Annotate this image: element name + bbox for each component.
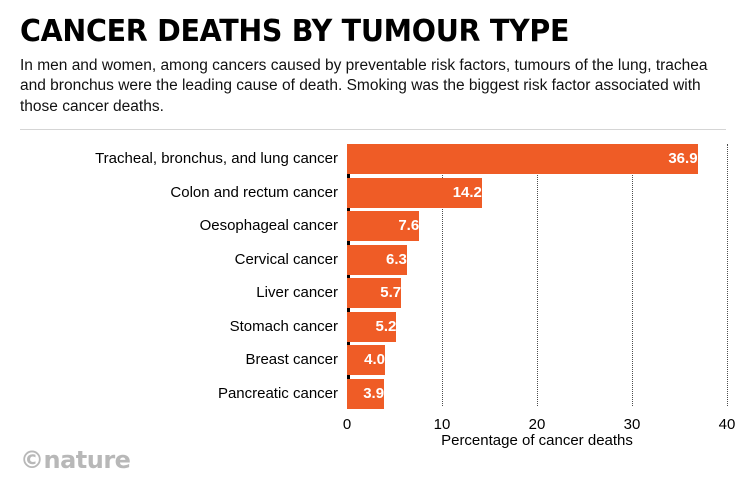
x-tick-label: 10	[433, 416, 451, 434]
bar-row	[256, 278, 727, 308]
category-label: Breast cancer	[245, 351, 338, 369]
header-divider	[20, 129, 726, 130]
bar-value-label: 5.2	[375, 317, 397, 335]
bar-row	[234, 245, 727, 275]
bar-value-label: 14.2	[452, 183, 482, 201]
bar-value-label: 4.0	[364, 351, 385, 369]
category-label: Oesophageal cancer	[199, 217, 338, 235]
category-label: Stomach cancer	[229, 317, 338, 335]
x-tick-label: 40	[718, 416, 736, 434]
nature-logo: ©nature	[20, 446, 131, 474]
bar-row	[199, 211, 727, 241]
bar-value-label: 7.6	[398, 217, 420, 235]
bar-value-label: 36.9	[668, 150, 698, 168]
category-label: Tracheal, bronchus, and lung cancer	[95, 150, 338, 168]
plot-area	[95, 144, 736, 434]
category-label: Liver cancer	[256, 284, 338, 302]
bar-row	[245, 345, 727, 375]
x-tick-label: 30	[623, 416, 641, 434]
category-label: Cervical cancer	[234, 250, 338, 268]
bar-row	[95, 144, 727, 174]
bar-row	[217, 379, 727, 409]
standfirst-text: In men and women, among cancers caused by preventable risk factors, tumours of the lung, trachea and bronchus were the leading cause of death. Smoking was the biggest risk factor associated with those cancer deaths.	[20, 56, 708, 115]
bar-chart	[20, 136, 736, 450]
x-tick-label: 0	[342, 416, 352, 434]
footer	[20, 446, 130, 474]
x-tick-label: 20	[528, 416, 546, 434]
bar-value-label: 5.7	[380, 284, 402, 302]
bar-value-label: 3.9	[363, 384, 385, 402]
category-label: Colon and rectum cancer	[170, 183, 338, 201]
bar-row	[170, 178, 727, 208]
x-axis-title: Percentage of cancer deaths	[441, 432, 633, 450]
bar-value-label: 6.3	[385, 250, 407, 268]
gridline	[727, 144, 728, 406]
bar-row	[229, 312, 727, 342]
page-title: CANCER DEATHS BY TUMOUR TYPE	[20, 14, 570, 49]
category-label: Pancreatic cancer	[217, 384, 338, 402]
